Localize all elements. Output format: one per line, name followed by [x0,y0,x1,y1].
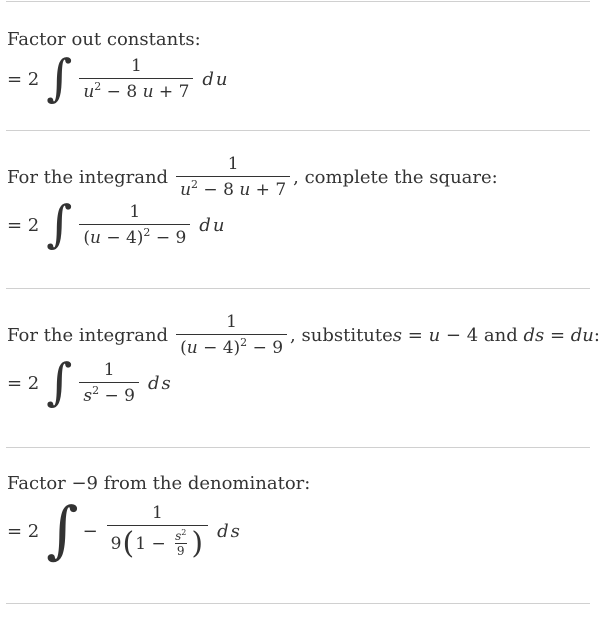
numerator: 1 [226,312,237,332]
denominator [107,525,208,559]
step-intro: Factor out constants: [7,29,201,50]
numerator: 1 [129,201,141,222]
left-paren: ( [122,525,135,561]
den-term: 9 [110,533,122,554]
step-intro [7,312,600,358]
exponent: 2 [143,225,151,239]
divider [6,603,590,604]
var-s: s [392,324,403,346]
denominator [79,78,193,102]
numerator: 1 [227,154,239,174]
den-term: − 9 [150,227,187,248]
differential: du [202,68,230,90]
step-expression [7,493,590,566]
intro-text: , substitute [290,324,393,346]
intro-text: − 4 and [440,324,524,346]
colon: : [593,324,600,346]
var-u: u [428,324,441,346]
inner-numerator [173,530,188,543]
den-term: ( [180,338,187,358]
var-s: s [175,529,182,543]
den-term: − 4) [100,227,144,248]
inner-denominator: 9 [176,544,185,558]
var-ds: ds [523,324,545,346]
exponent: 2 [94,79,102,93]
step-factor-denominator [7,472,590,566]
integral-sign: ∫ [46,353,73,411]
var-u: u [142,81,154,102]
numerator: 1 [151,502,163,523]
step-substitute [7,312,600,411]
var-u: u [83,81,95,102]
den-term: 1 − [135,533,172,554]
denominator [79,382,139,406]
den-term: + 7 [250,180,287,200]
minus-sign: − [82,520,98,542]
fraction [79,203,190,248]
intro-text: , complete the square: [293,166,498,188]
differential: du [199,214,227,236]
den-term: − 9 [99,385,135,406]
equals-two: = 2 [7,214,40,236]
var-u: u [186,338,198,358]
integrand-fraction [176,155,290,200]
den-term: + 7 [153,81,190,102]
right-paren: ) [191,525,204,561]
intro-text: For the integrand [7,166,169,188]
integral-sign: ∫ [46,195,73,253]
numerator: 1 [130,55,142,76]
divider [6,130,590,131]
den-term: − 8 [101,81,143,102]
fraction [79,361,139,406]
equals: = [402,324,429,346]
divider [6,447,590,448]
intro-text: For the integrand [7,324,169,346]
equals-two: = 2 [7,520,40,542]
exponent: 2 [240,336,248,349]
var-u: u [89,227,101,248]
den-term: − 8 [198,180,240,200]
integrand-fraction [176,313,287,358]
divider [6,1,590,2]
denominator [176,334,287,358]
den-term: − 4) [197,338,241,358]
step-factor-constants [7,28,590,107]
integral-sign: ∫ [46,49,73,107]
equals: = [544,324,571,346]
den-term: − 9 [247,338,284,358]
step-intro [7,155,590,200]
exponent: 2 [181,528,187,537]
step-complete-square [7,154,590,253]
var-u: u [239,180,251,200]
equals-two: = 2 [7,68,40,90]
fraction [79,57,193,102]
var-du: du [570,324,594,346]
numerator: 1 [103,359,115,380]
divider [6,288,590,289]
equals-two: = 2 [7,372,40,394]
denominator [79,224,190,248]
den-term: ( [83,227,90,248]
exponent: 2 [191,178,199,191]
inner-fraction [173,530,188,557]
step-expression [7,49,590,107]
denominator [176,176,290,200]
step-expression [7,195,590,253]
differential: ds [147,372,173,394]
fraction [107,504,208,559]
exponent: 2 [92,383,100,397]
var-s: s [83,385,93,406]
differential: ds [217,520,242,542]
step-expression [7,353,590,411]
var-u: u [180,180,192,200]
step-intro: Factor −9 from the denominator: [7,473,311,494]
integral-sign: ∫ [46,493,79,566]
